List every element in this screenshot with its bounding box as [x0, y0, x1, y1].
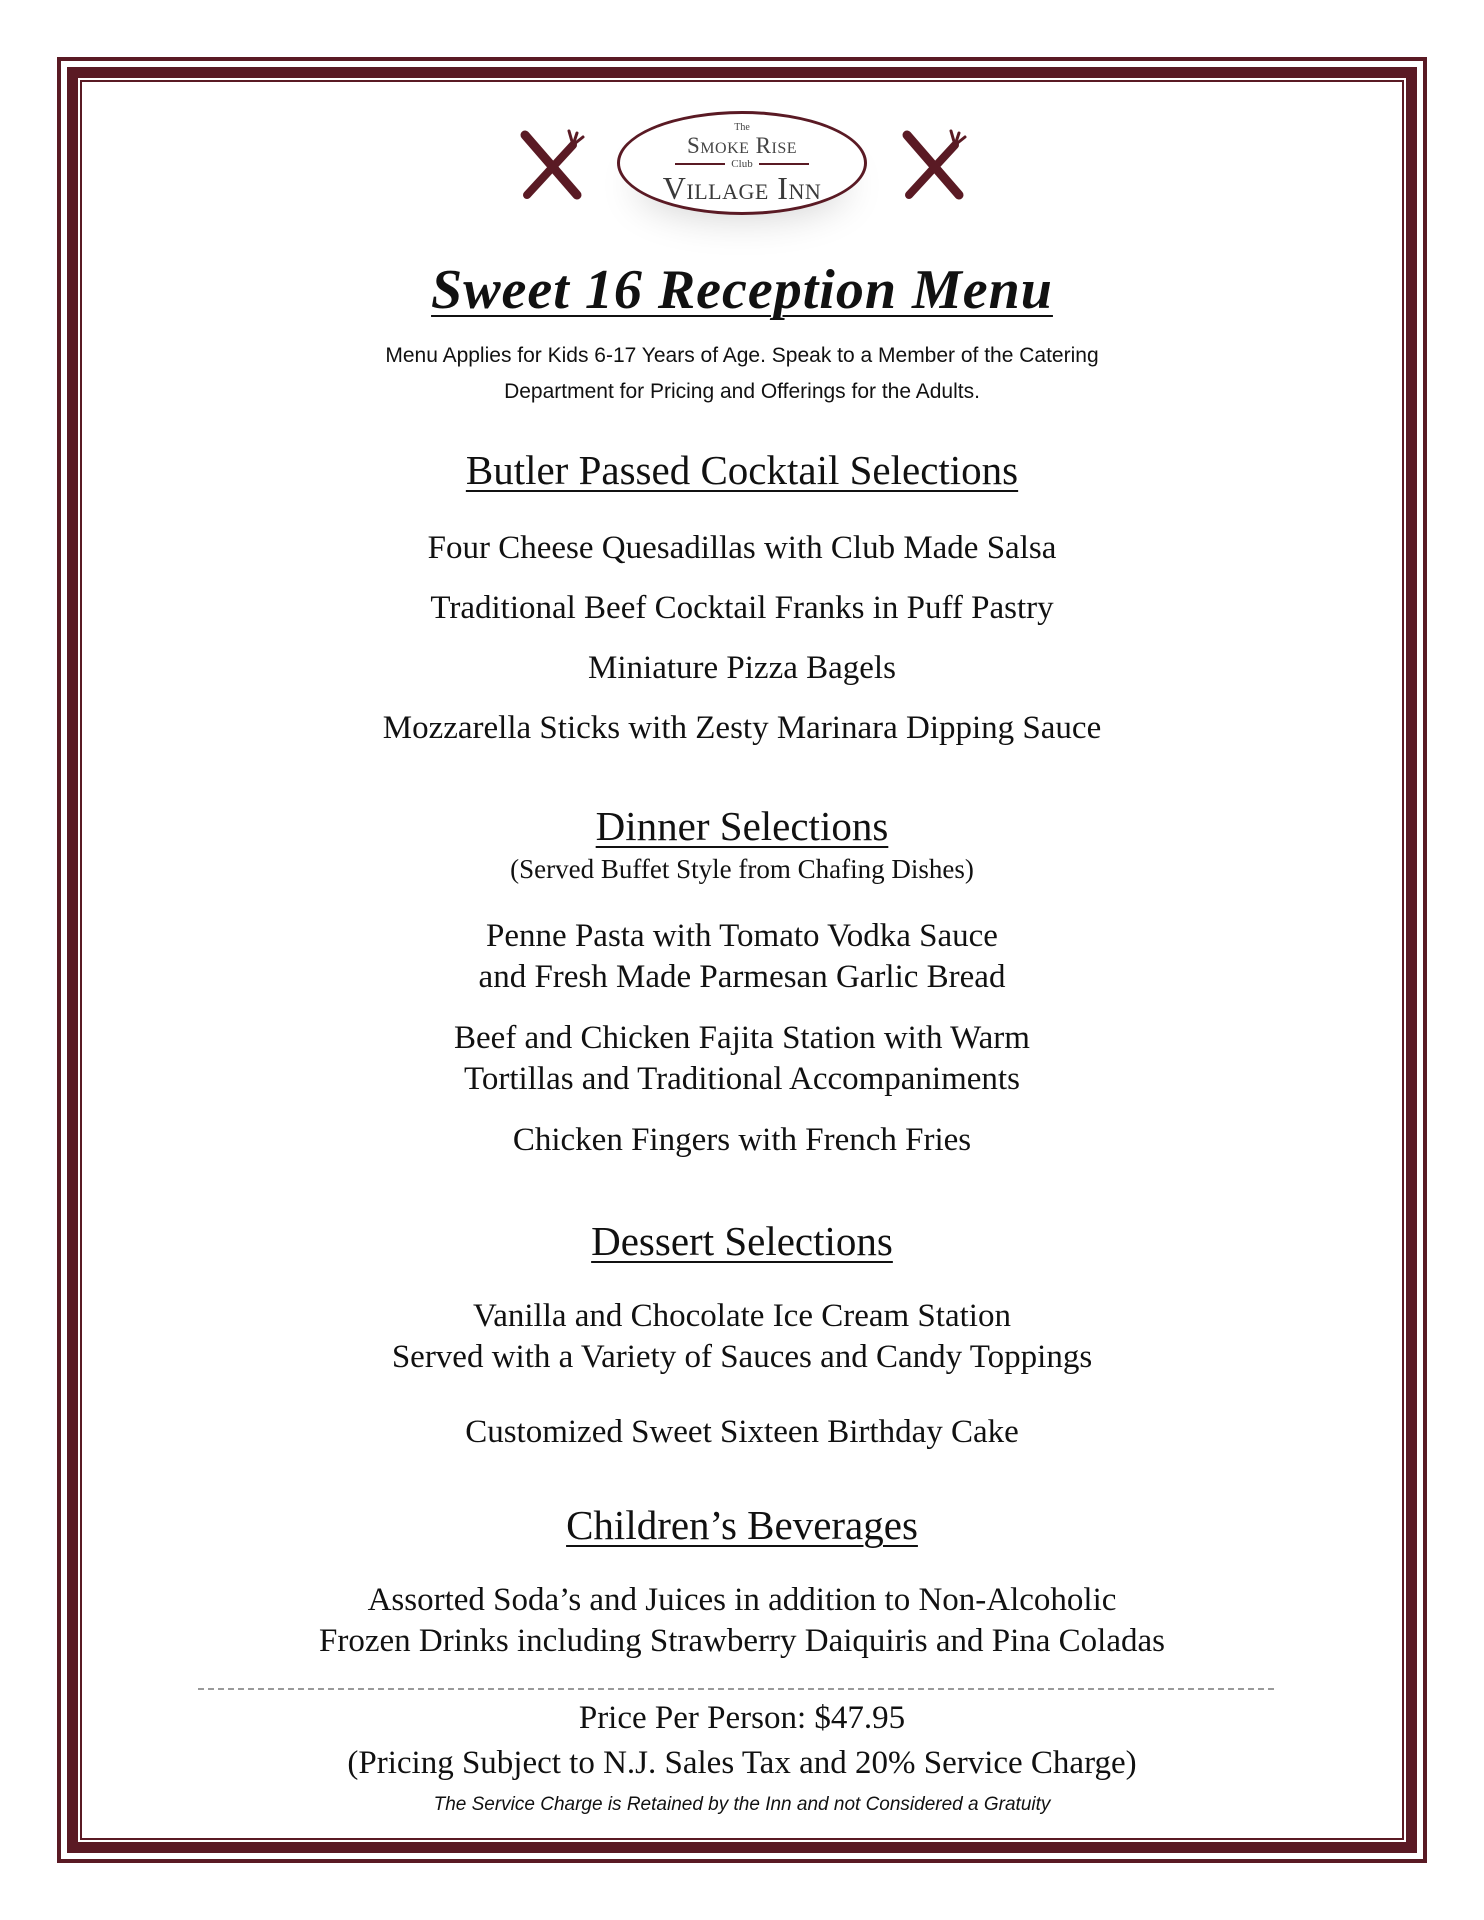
menu-page: [90, 90, 1394, 1830]
menu-item: [90, 1018, 1394, 1100]
section-heading-dessert: Dessert Selections: [591, 1218, 893, 1264]
section-heading-dinner: Dinner Selections: [595, 803, 889, 849]
menu-item-line: Vanilla and Chocolate Ice Cream Station: [473, 1298, 1011, 1334]
menu-item-line: Assorted Soda’s and Juices in addition to Non-Alcoholic: [367, 1582, 1117, 1618]
logo-club-row: [675, 159, 808, 170]
menu-item: [90, 1580, 1394, 1662]
menu-item: Four Cheese Quesadillas with Club Made Salsa: [427, 530, 1057, 566]
menu-item-line: Beef and Chicken Fajita Station with Warm: [454, 1020, 1030, 1056]
menu-item-line: and Fresh Made Parmesan Garlic Bread: [478, 959, 1006, 995]
fork-knife-icon: [511, 123, 591, 203]
price-per-person: Price Per Person: $47.95: [578, 1700, 906, 1736]
logo-the: The: [734, 121, 750, 133]
section-note: (Served Buffet Style from Chafing Dishes): [510, 854, 974, 884]
menu-item-line: Chicken Fingers with French Fries: [512, 1122, 972, 1158]
menu-item: [90, 1120, 1394, 1161]
menu-item: Mozzarella Sticks with Zesty Marinara Dipping Sauce: [382, 710, 1102, 746]
menu-item-line: Penne Pasta with Tomato Vodka Sauce: [486, 918, 998, 954]
menu-item-line: Tortillas and Traditional Accompaniments: [464, 1061, 1020, 1097]
inn-logo: [617, 111, 867, 215]
logo-club-text: Club: [731, 157, 753, 170]
menu-item: [90, 1412, 1394, 1453]
section-heading-beverages: Children’s Beverages: [566, 1502, 918, 1548]
menu-item: Traditional Beef Cocktail Franks in Puff Pastry: [430, 590, 1054, 626]
logo-top-text: Smoke Rise: [687, 132, 797, 158]
section-heading-cocktail: Butler Passed Cocktail Selections: [465, 447, 1019, 493]
menu-item: Miniature Pizza Bagels: [588, 650, 896, 686]
menu-item: [90, 916, 1394, 998]
pricing-note: (Pricing Subject to N.J. Sales Tax and 20% Service Charge): [347, 1745, 1137, 1781]
menu-item-line: Frozen Drinks including Strawberry Daiquiris and Pina Coladas: [319, 1623, 1165, 1659]
age-note-line: Department for Pricing and Offerings for the Adults.: [504, 380, 980, 403]
dashed-divider: [198, 1688, 1274, 1690]
menu-item: [90, 1296, 1394, 1378]
menu-item-line: Customized Sweet Sixteen Birthday Cake: [465, 1414, 1019, 1450]
logo-bottom-text: Village Inn: [662, 169, 822, 206]
fork-knife-icon: [893, 123, 973, 203]
logo-rule: [759, 163, 809, 165]
service-charge-note: The Service Charge is Retained by the Inn and not Considered a Gratuity: [433, 1794, 1051, 1815]
age-note: [90, 338, 1394, 410]
age-note-line: Menu Applies for Kids 6-17 Years of Age. Speak to a Member of the Catering: [385, 344, 1099, 367]
logo-header: [90, 108, 1394, 218]
page-title: Sweet 16 Reception Menu: [431, 259, 1053, 321]
logo-rule: [675, 163, 725, 165]
menu-item-line: Served with a Variety of Sauces and Candy Toppings: [391, 1339, 1093, 1375]
